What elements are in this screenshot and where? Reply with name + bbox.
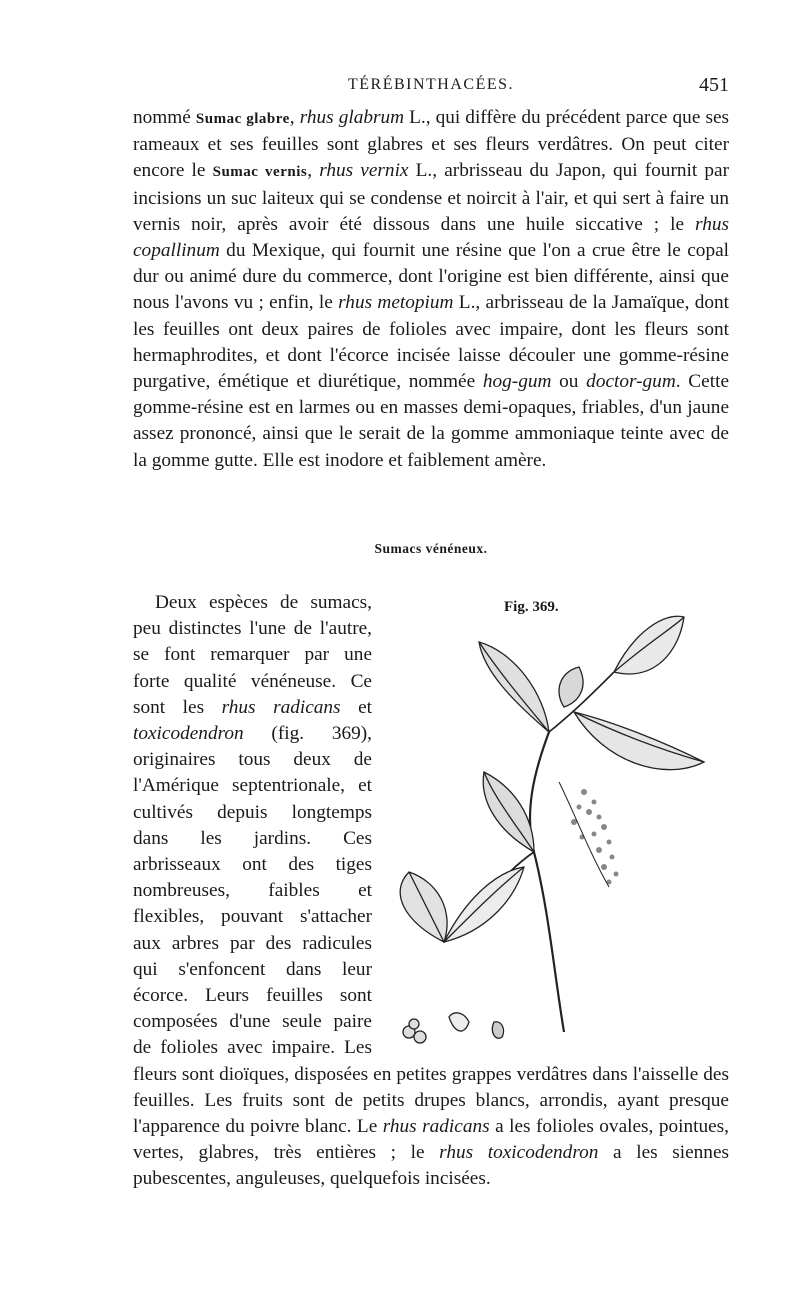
text: Deux espèces de sumacs, peu distinctes l'une de l'autre, se font remarquer par une forte qualité vénéneuse. Ce sont les: [133, 592, 372, 718]
text: du Mexique, qui fournit une résine que l'on a crue être le copal dur ou animé dure du commerce, dont l'origine est bien différente, ainsi que nous l'avons vu ; enfin, le: [133, 240, 729, 314]
gum-name: hog-gum: [482, 371, 552, 393]
species-name: rhus vernix: [319, 160, 409, 182]
figure-caption: Fig. 369.: [504, 599, 559, 615]
term-sumac-glabre: Sumac glabre: [195, 111, 290, 127]
text: ou: [551, 371, 587, 393]
text: (fig. 369), originaires tous deux de l'Amérique septentrionale, et cultivés depuis longtemps dans les jardins. Ces arbrisseaux ont des tiges nombreuses, faibles et flexibles, pouvant s'attacher aux arbres par des radicules qui s'enfoncent dans leur écorce. Leurs feuilles sont composées d'une seule paire de folioles avec impaire. Les fleurs sont dioïques, disposées en petites grappes verdâtres dans l'aisselle des feuilles. Les fruits sont de petits drupes blancs, arrondis, ayant presque l'apparence du poivre blanc. Le: [133, 723, 729, 1138]
species-name: rhus metopium: [338, 292, 454, 314]
term-sumac-vernis: Sumac vernis: [212, 164, 308, 181]
paragraph-sumac-species: [133, 105, 729, 474]
text: ,: [307, 160, 320, 182]
gum-name: doctor-gum: [586, 371, 676, 393]
page-header: [133, 74, 729, 100]
text: et: [340, 696, 372, 718]
text: . Cette gomme-résine est en larmes ou en masses demi-opaques, friables, d'un jaune assez prononcé, ainsi que le serait de la gomme ammoniaque teinte avec de la gomme gutte. Elle est inodore et faiblement amère.: [133, 371, 729, 471]
text: nommé: [133, 107, 196, 128]
plant-illustration: [384, 612, 729, 1047]
species-name: rhus glabrum: [299, 107, 405, 128]
text: L., arbrisseau de la Jamaïque, dont les feuilles ont deux paires de folioles avec impaire, dont les fleurs sont hermaphrodites, et dont l'écorce incisée laisse découler une gomme-résine purgative, émétique et diurétique, nommée: [133, 292, 729, 393]
running-title: TÉRÉBINTHACÉES.: [347, 76, 515, 93]
text: L., qui diffère du précédent parce que ses rameaux et ses feuilles sont glabres et ses fleurs verdâtres. On peut citer encore le: [133, 107, 730, 182]
text: a les siennes pubescentes, anguleuses, quelquefois incisées.: [133, 1142, 730, 1190]
text: L., arbrisseau du Japon, qui fournit par incisions un suc laiteux qui se condense et noircit à l'air, et qui sert à faire un vernis noir, après avoir été dissous dans une huile siccative ; le: [133, 160, 730, 235]
page-number: 451: [699, 74, 729, 96]
species-name: rhus copallinum: [133, 213, 729, 262]
species-name: rhus toxicodendron: [439, 1142, 599, 1164]
section-heading: Sumacs vénéneux.: [374, 541, 488, 556]
text: a les folioles ovales, pointues, vertes, glabres, très entières ; le: [133, 1116, 729, 1164]
figure-369: [384, 594, 729, 1049]
text: ,: [289, 107, 300, 128]
species-name: rhus radicans: [221, 696, 341, 718]
species-name: toxicodendron: [133, 723, 244, 745]
species-name: rhus radicans: [382, 1116, 490, 1138]
paragraph-sumacs-veneneux: [133, 590, 729, 1193]
